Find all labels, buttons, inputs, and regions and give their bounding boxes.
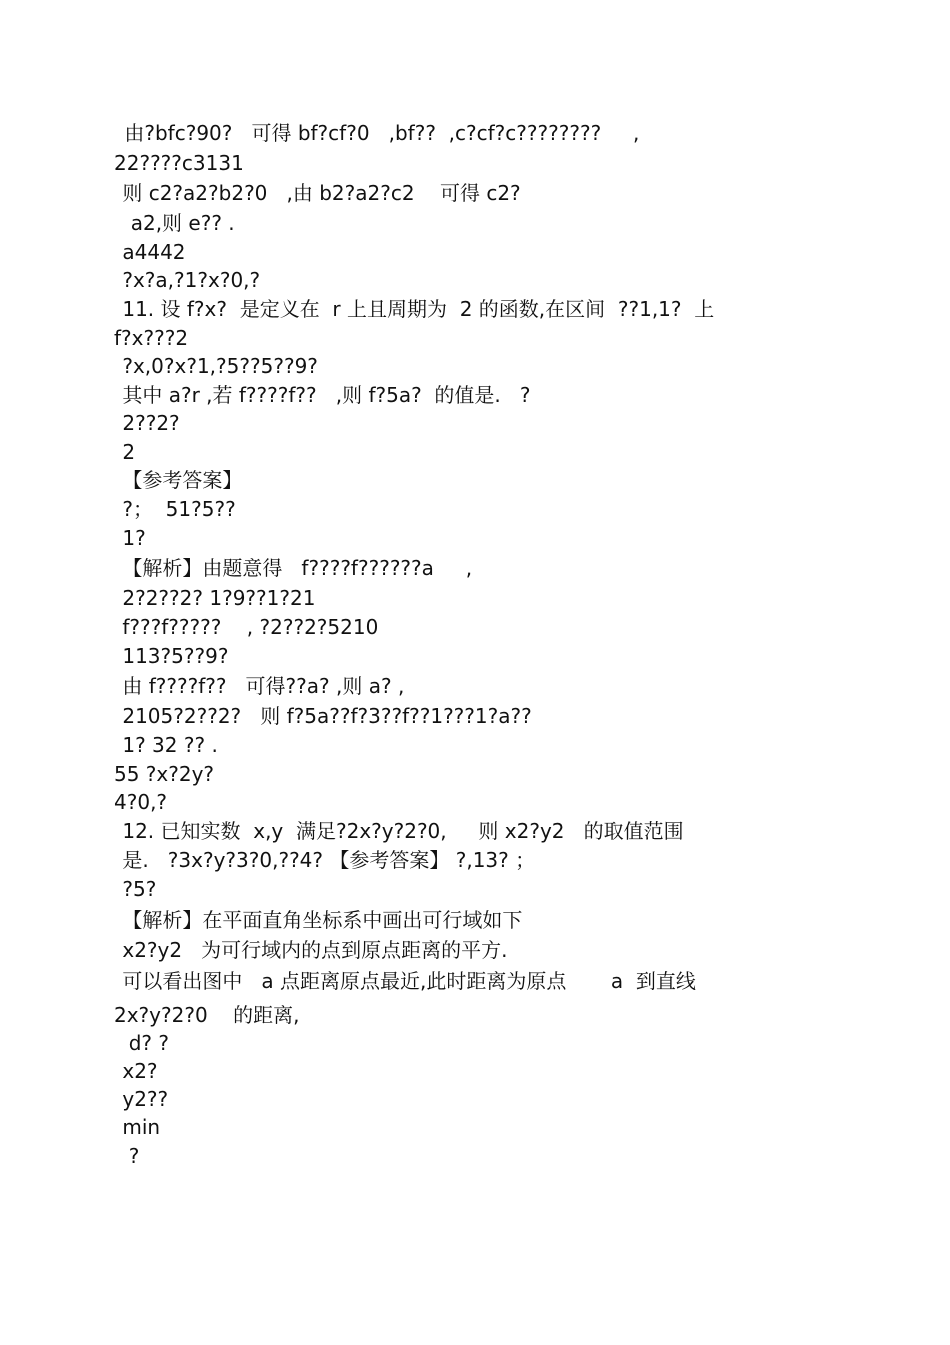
- text-line: d? ?: [116, 1031, 169, 1055]
- text-line: 12. 已知实数 x,y 满足?2x?y?2?0, 则 x2?y2 的取值范围: [116, 819, 684, 843]
- text-line: 2105?2??2? 则 f?5a??f?3??f??1???1?a??: [116, 704, 532, 728]
- text-line: 113?5??9?: [116, 644, 229, 668]
- text-line: y2??: [116, 1087, 169, 1111]
- text-line: 可以看出图中 a 点距离原点最近,此时距离为原点 a 到直线: [116, 969, 696, 993]
- text-line: a4442: [116, 240, 186, 264]
- text-line: x2?: [116, 1059, 158, 1083]
- text-line: 【解析】在平面直角坐标系中画出可行域如下: [116, 908, 523, 932]
- text-line: 2?2??2? 1?9??1?21: [116, 586, 316, 610]
- text-line: 1?: [116, 526, 146, 550]
- text-line: f???f????? , ?2??2?5210: [116, 615, 379, 639]
- text-line: min: [116, 1115, 161, 1139]
- text-line: ?5?: [116, 877, 157, 901]
- text-line: 11. 设 f?x? 是定义在 r 上且周期为 2 的函数,在区间 ??1,1? 上: [116, 297, 715, 321]
- text-line: ?x?a,?1?x?0,?: [116, 268, 261, 292]
- text-line: x2?y2 为可行域内的点到原点距离的平方.: [116, 938, 508, 962]
- text-line: 其中 a?r ,若 f????f?? ,则 f?5a? 的值是. ?: [116, 383, 531, 407]
- text-line: 是. ?3x?y?3?0,??4? 【参考答案】 ?,13? ；: [116, 848, 536, 872]
- text-line: 则 c2?a2?b2?0 ,由 b2?a2?c2 可得 c2?: [116, 181, 521, 205]
- text-line: 由?bfc?90? 可得 bf?cf?0 ,bf?? ,c?cf?c???????? ,: [118, 121, 640, 145]
- text-line: 1? 32 ?? .: [116, 733, 218, 757]
- text-line: 【解析】由题意得 f????f??????a ,: [116, 556, 473, 580]
- text-line: 由 f????f?? 可得??a? ,则 a? ,: [116, 674, 405, 698]
- text-line: f?x???2: [114, 326, 189, 350]
- text-line: a2,则 e?? .: [118, 211, 235, 235]
- text-line: 55 ?x?2y?: [114, 762, 215, 786]
- text-line: 2??2?: [116, 411, 180, 435]
- text-line: 【参考答案】: [116, 468, 243, 492]
- text-line: 22????c3131: [114, 151, 244, 175]
- text-line: ?: [116, 1144, 140, 1168]
- text-line: ?x,0?x?1,?5??5??9?: [116, 354, 318, 378]
- text-line: 2: [116, 440, 136, 464]
- text-line: 2x?y?2?0 的距离,: [114, 1003, 300, 1027]
- text-line: 4?0,?: [114, 790, 168, 814]
- text-line: ?； 51?5??: [116, 497, 236, 521]
